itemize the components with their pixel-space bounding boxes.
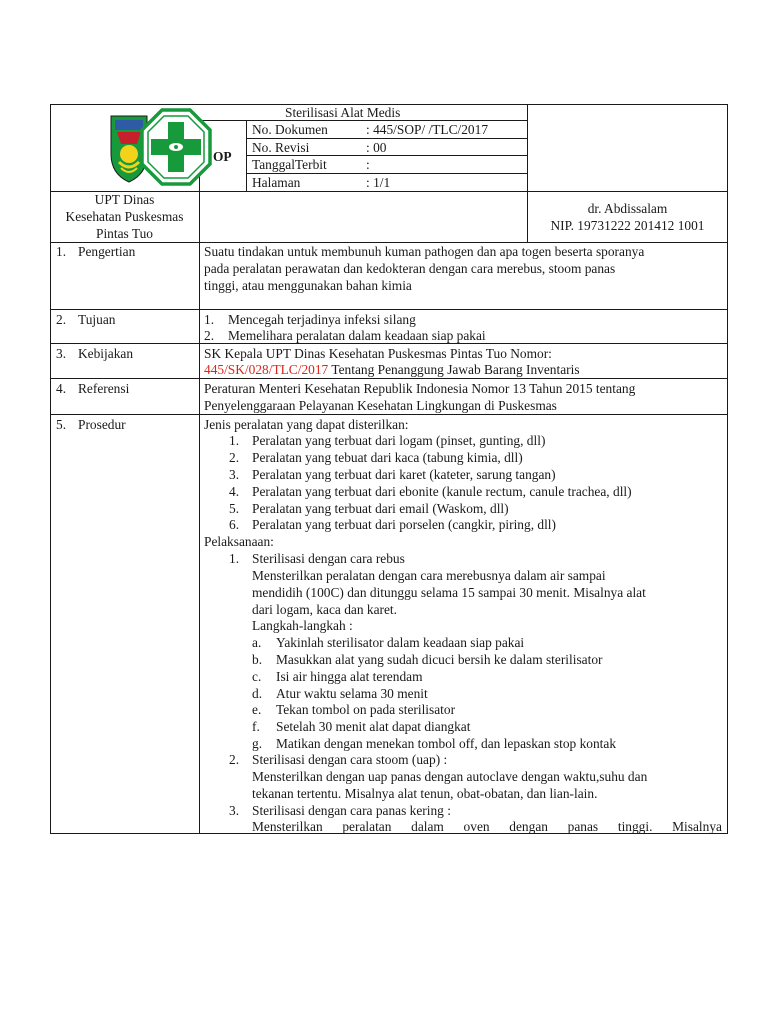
signer-block xyxy=(528,200,727,234)
list-number: 2. xyxy=(229,752,240,767)
border-right xyxy=(727,104,728,834)
info-label-dokumen: No. Dokumen xyxy=(252,122,328,137)
organization-name xyxy=(50,191,199,242)
step-letter: c. xyxy=(252,669,262,684)
section-line-4 xyxy=(50,414,728,415)
list-number: 1. xyxy=(204,312,215,327)
sop-label: OP xyxy=(213,149,232,164)
row-left-line xyxy=(246,120,247,192)
step-item: Isi air hingga alat terendam xyxy=(276,669,423,684)
paragraph-line: mendidih (100C) dan ditunggu selama 15 sampai 30 menit. Misalnya alat xyxy=(252,585,646,600)
list-number: 2. xyxy=(229,450,240,465)
info-label-revisi: No. Revisi xyxy=(252,140,310,155)
step-item: Masukkan alat yang sudah dicuci bersih ke dalam sterilisator xyxy=(276,652,603,667)
pelaksanaan-label: Pelaksanaan: xyxy=(204,534,274,549)
org-line-3: Pintas Tuo xyxy=(96,226,153,241)
paragraph-line: Mensterilkan peralatan dengan cara merebusnya dalam air sampai xyxy=(252,568,606,583)
paragraph-line: tinggi, atau menggunakan bahan kimia xyxy=(204,278,412,293)
sk-reference-number: 445/SK/028/TLC/2017 xyxy=(204,362,329,377)
paragraph-line: tekanan tertentu. Misalnya alat tenun, obat-obatan, dan lian-lain. xyxy=(252,786,598,801)
signer-nip: NIP. 19731222 201412 1001 xyxy=(550,218,705,233)
section-label: Referensi xyxy=(78,381,130,396)
section-label: Prosedur xyxy=(78,417,126,432)
section-number: 1. xyxy=(56,244,67,259)
paragraph-line: Penyelenggaraan Pelayanan Kesehatan Lingkungan di Puskesmas xyxy=(204,398,557,413)
method-title: Sterilisasi dengan cara panas kering : xyxy=(252,803,451,818)
section-label: Tujuan xyxy=(78,312,116,327)
puskesmas-logo xyxy=(140,108,212,186)
langkah-label: Langkah-langkah : xyxy=(252,618,353,633)
section-number: 5. xyxy=(56,417,67,432)
step-letter: e. xyxy=(252,702,262,717)
step-item: Yakinlah sterilisator dalam keadaan siap pakai xyxy=(276,635,525,650)
list-number: 4. xyxy=(229,484,240,499)
list-item: Peralatan yang tebuat dari kaca (tabung kimia, dll) xyxy=(252,450,523,465)
step-letter: f. xyxy=(252,719,260,734)
list-number: 5. xyxy=(229,501,240,516)
paragraph-line: Mensterilkan peralatan dalam oven dengan panas tinggi. Misalnya xyxy=(252,819,722,834)
paragraph-line: Peraturan Menteri Kesehatan Republik Indonesia Nomor 13 Tahun 2015 tentang xyxy=(204,381,636,396)
info-label-halaman: Halaman xyxy=(252,175,301,190)
info-value-dokumen: : 445/SOP/ /TLC/2017 xyxy=(366,122,489,137)
list-item: Peralatan yang terbuat dari email (Waskom, dll) xyxy=(252,501,509,516)
section-line-3 xyxy=(50,378,728,379)
org-line-1: UPT Dinas xyxy=(94,192,155,207)
list-number: 6. xyxy=(229,517,240,532)
signer-name: dr. Abdissalam xyxy=(587,201,668,216)
paragraph-line: Mensterilkan dengan uap panas dengan autoclave dengan waktu,suhu dan xyxy=(252,769,648,784)
step-item: Matikan dengan menekan tombol off, dan lepaskan stop kontak xyxy=(276,736,617,751)
section-number: 2. xyxy=(56,312,67,327)
list-number: 3. xyxy=(229,467,240,482)
label-column-line xyxy=(199,191,200,834)
paragraph-line: pada peralatan perawatan dan kedokteran dengan cara merebus, stoom panas xyxy=(204,261,616,276)
list-number: 2. xyxy=(204,328,215,343)
list-number: 1. xyxy=(229,551,240,566)
list-item: Peralatan yang terbuat dari karet (kateter, sarung tangan) xyxy=(252,467,556,482)
list-item: Peralatan yang terbuat dari porselen (cangkir, piring, dll) xyxy=(252,517,556,532)
info-label-tanggal: TanggalTerbit xyxy=(252,157,327,172)
list-item: Memelihara peralatan dalam keadaan siap pakai xyxy=(228,328,486,343)
step-letter: b. xyxy=(252,652,263,667)
list-item: Peralatan yang terbuat dari ebonite (kanule rectum, canule trachea, dll) xyxy=(252,484,632,499)
section-line-1 xyxy=(50,309,728,310)
sk-reference-title: Tentang Penanggung Jawab Barang Inventaris xyxy=(328,362,580,377)
method-title: Sterilisasi dengan cara stoom (uap) : xyxy=(252,752,448,767)
step-item: Tekan tombol on pada sterilisator xyxy=(276,702,456,717)
section-label: Kebijakan xyxy=(78,346,134,361)
info-value-revisi: : 00 xyxy=(366,140,387,155)
paragraph-line xyxy=(204,361,580,378)
step-item: Atur waktu selama 30 menit xyxy=(276,686,428,701)
section-label: Pengertian xyxy=(78,244,136,259)
org-line-2: Kesehatan Puskesmas xyxy=(65,209,184,224)
step-letter: a. xyxy=(252,635,262,650)
list-number: 3. xyxy=(229,803,240,818)
info-value-tanggal: : xyxy=(366,157,370,172)
procedure-intro: Jenis peralatan yang dapat disterilkan: xyxy=(204,417,409,432)
section-number: 3. xyxy=(56,346,67,361)
list-item: Mencegah terjadinya infeksi silang xyxy=(228,312,416,327)
step-item: Setelah 30 menit alat dapat diangkat xyxy=(276,719,471,734)
method-title: Sterilisasi dengan cara rebus xyxy=(252,551,405,566)
document-title: Sterilisasi Alat Medis xyxy=(285,105,401,120)
section-number: 4. xyxy=(56,381,67,396)
step-letter: g. xyxy=(252,736,263,751)
list-number: 1. xyxy=(229,433,240,448)
info-value-halaman: : 1/1 xyxy=(366,175,391,190)
list-item: Peralatan yang terbuat dari logam (pinset, gunting, dll) xyxy=(252,433,546,448)
paragraph-line: Suatu tindakan untuk membunuh kuman pathogen dan apa togen beserta sporanya xyxy=(204,244,645,259)
paragraph-line: dari logam, kaca dan karet. xyxy=(252,602,397,617)
paragraph-line: SK Kepala UPT Dinas Kesehatan Puskesmas Pintas Tuo Nomor: xyxy=(204,346,552,361)
step-letter: d. xyxy=(252,686,263,701)
